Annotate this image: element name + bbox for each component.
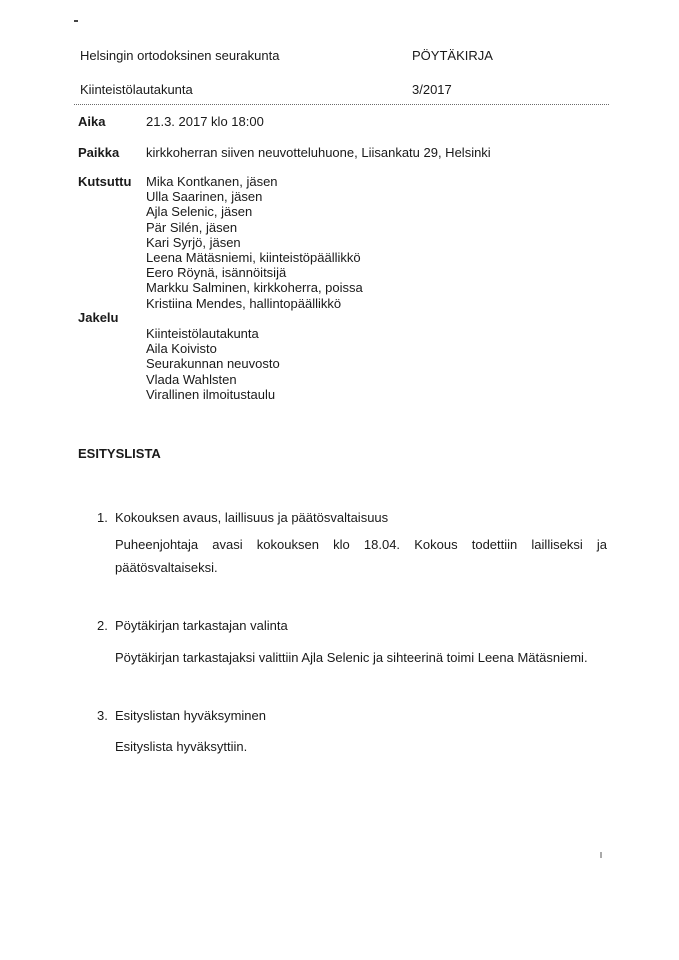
aika-value: 21.3. 2017 klo 18:00 xyxy=(146,114,264,129)
item-number: 3. xyxy=(97,708,108,723)
list-item: Markku Salminen, kirkkoherra, poissa xyxy=(146,280,363,296)
list-item: Kristiina Mendes, hallintopäällikkö xyxy=(146,295,342,311)
list-item: Ulla Saarinen, jäsen xyxy=(146,189,263,205)
list-item: Mika Kontkanen, jäsen xyxy=(146,174,278,189)
paikka-label: Paikka xyxy=(78,145,120,160)
item-text: Esityslista hyväksyttiin. xyxy=(115,739,248,754)
jakelu-label: Jakelu xyxy=(78,310,119,325)
kutsuttu-label: Kutsuttu xyxy=(78,174,132,189)
item-text: Pöytäkirjan tarkastajaksi valittiin Ajla Selenic ja sihteerinä toimi Leena Mätäsniemi. xyxy=(115,650,588,665)
list-item: Kari Syrjö, jäsen xyxy=(146,234,241,250)
list-item: Aila Koivisto xyxy=(146,341,217,357)
list-item: Pär Silén, jäsen xyxy=(146,219,238,235)
document-number: 3/2017 xyxy=(412,82,452,97)
item-title: Pöytäkirjan tarkastajan valinta xyxy=(115,618,288,633)
list-item: Vlada Wahlsten xyxy=(146,371,237,387)
list-item: Leena Mätäsniemi, kiinteistöpäällikkö xyxy=(146,250,361,266)
list-item: Ajla Selenic, jäsen xyxy=(146,204,253,220)
paikka-value: kirkkoherran siiven neuvotteluhuone, Liisankatu 29, Helsinki xyxy=(146,145,491,160)
list-item: Kiinteistölautakunta xyxy=(146,326,259,341)
item-number: 1. xyxy=(97,510,108,525)
header-divider xyxy=(74,104,609,105)
item-title: Esityslistan hyväksyminen xyxy=(115,708,266,723)
organization-name: Helsingin ortodoksinen seurakunta xyxy=(80,48,280,63)
item-text: Puheenjohtaja avasi kokouksen klo 18.04. Kokous todettiin lailliseksi ja päätösvaltaiseksi. xyxy=(115,537,607,575)
item-number: 2. xyxy=(97,618,108,633)
document-type: PÖYTÄKIRJA xyxy=(412,48,493,63)
list-item: Eero Röynä, isännöitsijä xyxy=(146,265,287,281)
board-name: Kiinteistölautakunta xyxy=(80,82,193,97)
scan-mark xyxy=(74,20,78,22)
kutsuttu-list xyxy=(146,174,363,311)
aika-label: Aika xyxy=(78,114,106,129)
agenda-heading: ESITYSLISTA xyxy=(78,446,161,461)
list-item: Virallinen ilmoitustaulu xyxy=(146,386,276,402)
jakelu-list xyxy=(146,326,280,402)
list-item: Seurakunnan neuvosto xyxy=(146,356,280,372)
item-title: Kokouksen avaus, laillisuus ja päätösvaltaisuus xyxy=(115,510,389,525)
scan-mark xyxy=(600,852,602,858)
